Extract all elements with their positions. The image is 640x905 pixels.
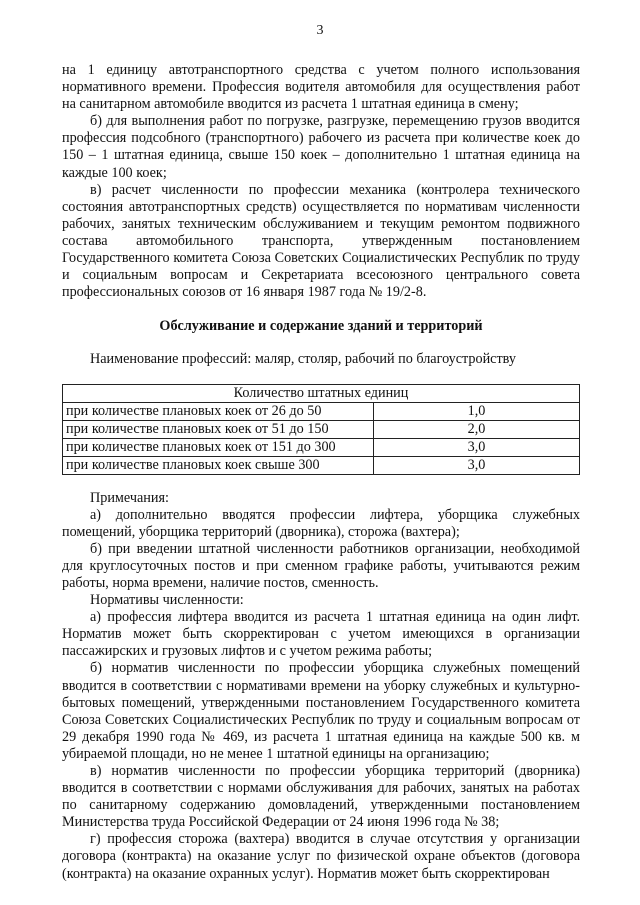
paragraph-item-b: б) для выполнения работ по погрузке, разгрузке, перемещению грузов вводится профессия подсобного (транспортного) рабочего из расчета при количестве коек до 150 – 1 штатная единица, свыше 150 коек – дополнительно 1 штатная единица на каждые 100 коек; bbox=[62, 113, 580, 181]
norm-item-b: б) норматив численности по профессии уборщика служебных помещений вводится в соответствии с нормативами времени на уборку служебных и культурно-бытовых помещений, утвержденными постановлением Государственного комитета Союза Советских Социалистических Республик по труду и социальным вопросам от 29 декабря 1990 года № 469, из расчета 1 штатная единица на каждые 500 кв. м убираемой площади, но не менее 1 штатной единицы на организацию; bbox=[62, 660, 580, 762]
table-cell-value: 3,0 bbox=[374, 438, 580, 456]
table-cell-label: при количестве плановых коек свыше 300 bbox=[63, 456, 374, 474]
table-row bbox=[63, 420, 580, 438]
profession-names: Наименование профессий: маляр, столяр, рабочий по благоустройству bbox=[90, 351, 516, 368]
note-item-b: б) при введении штатной численности работников организации, необходимой для круглосуточных постов и при сменном графике работы, учитываются режим работы, норма времени, наличие постов, сменность. bbox=[62, 540, 580, 591]
table-cell-label: при количестве плановых коек от 51 до 150 bbox=[63, 420, 374, 438]
page-number: 3 bbox=[316, 23, 324, 38]
note-item-a: а) дополнительно вводятся профессии лифтера, уборщика служебных помещений, уборщика территорий (дворника), сторожа (вахтера); bbox=[62, 506, 580, 540]
table-row bbox=[63, 456, 580, 474]
paragraph-continuation: на 1 единицу автотранспортного средства с учетом полного использования нормативного времени. Профессия водителя автомобиля для осуществления работ на санитарном автомобиле вводится из расчета 1 штатная единица в смену; bbox=[62, 62, 580, 113]
norm-item-a: а) профессия лифтера вводится из расчета 1 штатная единица на один лифт. Норматив может быть скорректирован с учетом имеющихся в организации пассажирских и грузовых лифтов и с учетом режима работы; bbox=[62, 609, 580, 660]
table-row bbox=[63, 402, 580, 420]
norm-item-v: в) норматив численности по профессии уборщика территорий (дворника) вводится в соответствии с нормами обслуживания для рабочих, занятых на работах по санитарному содержанию домовладений, утвержденными постановлением Министерства труда Российской Федерации от 24 июня 1996 года № 38; bbox=[62, 763, 580, 831]
table-cell-label: при количестве плановых коек от 26 до 50 bbox=[63, 402, 374, 420]
table-cell-value: 2,0 bbox=[374, 420, 580, 438]
table-header: Количество штатных единиц bbox=[63, 384, 580, 402]
staff-units-table bbox=[62, 384, 580, 475]
table-row bbox=[63, 438, 580, 456]
section-heading: Обслуживание и содержание зданий и территорий bbox=[159, 318, 483, 335]
norm-item-g: г) профессия сторожа (вахтера) вводится в случае отсутствия у организации договора (контракта) на оказание услуг по физической охране объектов (договора (контракта) на оказание охранных услуг). Норматив может быть скорректирован bbox=[62, 831, 580, 882]
table-cell-value: 1,0 bbox=[374, 402, 580, 420]
table-cell-value: 3,0 bbox=[374, 456, 580, 474]
notes-label: Примечания: bbox=[90, 489, 169, 506]
table-header-row bbox=[63, 384, 580, 402]
document-body bbox=[62, 62, 580, 883]
paragraph-item-v: в) расчет численности по профессии механика (контролера технического состояния автотранспортных средств) осуществляется по нормативам численности рабочих, занятых техническим обслуживанием и текущим ремонтом подвижного состава автомобильного транспорта, утвержденным постановлением Государственного комитета Союза Советских Социалистических Республик по труду и социальным вопросам и Секретариата всесоюзного центрального совета профессиональных союзов от 16 января 1987 года № 19/2-8. bbox=[62, 181, 580, 301]
table-cell-label: при количестве плановых коек от 151 до 300 bbox=[63, 438, 374, 456]
norms-label: Нормативы численности: bbox=[90, 592, 244, 609]
